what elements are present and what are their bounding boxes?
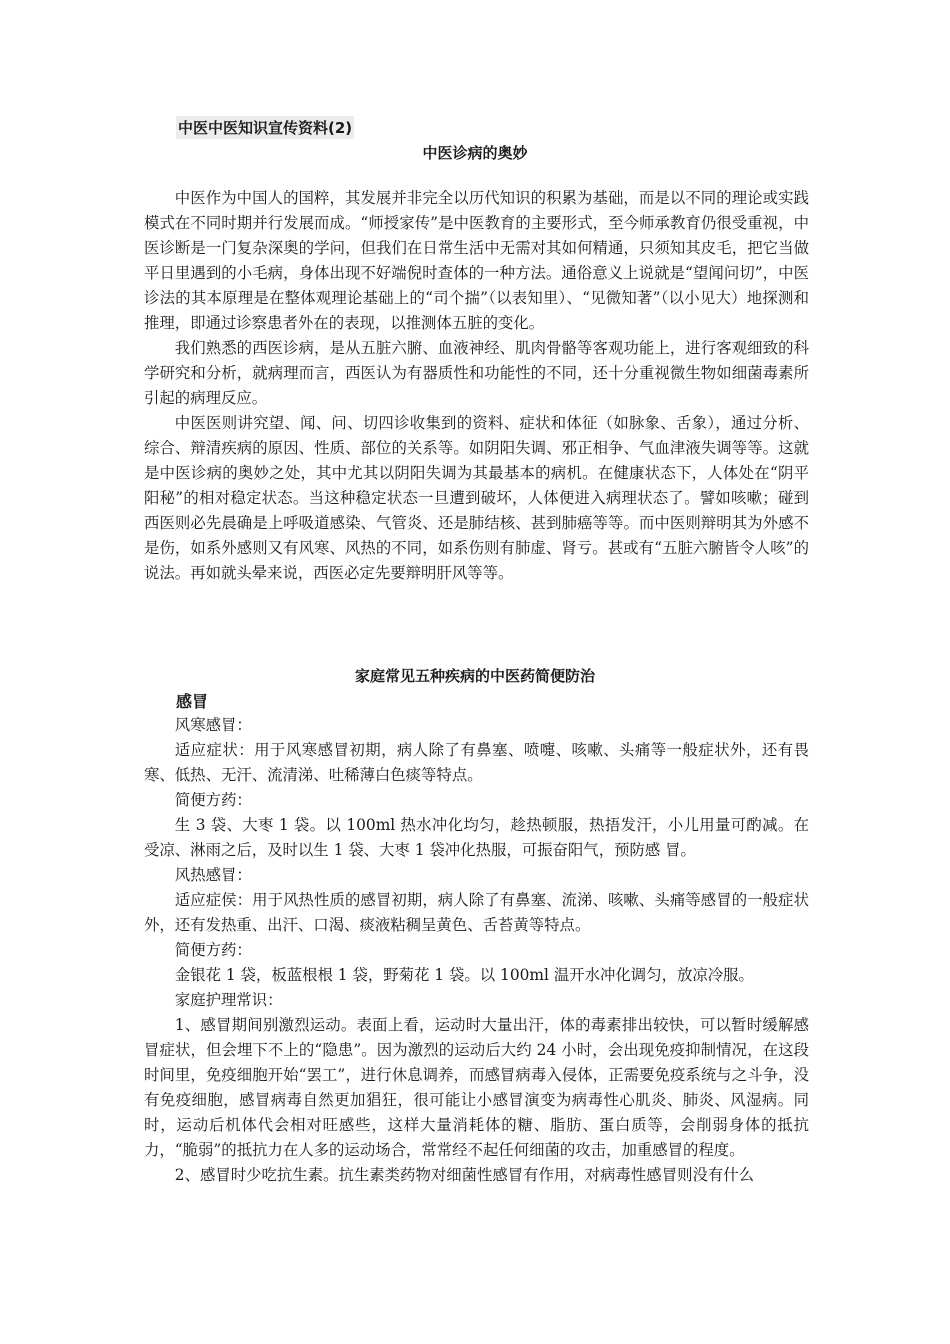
section-body-cold bbox=[144, 713, 809, 1188]
paragraph: 风热感冒： bbox=[174, 866, 252, 884]
paragraph: 1、感冒期间别激烈运动。表面上看，运动时大量出汗，体的毒素排出较快，可以暂时缓解感冒症状，但会埋下不上的“隐患”。因为激烈的运动后大约 24 小时，会出现免疫抑制情况，在这段时间里，免疫细胞开始“罢工”，进行休息调养，而感冒病毒入侵体，正需要免疫系统与之斗争，没有免疫细胞，感冒病毒自然更加猖狂，很可能让小感冒演变为病毒性心肌炎、肺炎、风湿病。同时，运动后机体代会相对旺感些，这样大量消耗体的糖、脂肪、蛋白质等，会削弱身体的抵抗力，“脆弱”的抵抗力在人多的运动场合，常常经不起任何细菌的攻击，加重感冒的程度。 bbox=[144, 1016, 809, 1159]
paragraph: 简便方药： bbox=[174, 941, 252, 959]
paragraph: 2、感冒时少吃抗生素。抗生素类药物对细菌性感冒有作用，对病毒性感冒则没有什么 bbox=[174, 1166, 755, 1184]
section-title-common-diseases: 家庭常见五种疾病的中医药简便防治 bbox=[354, 667, 595, 685]
paragraph: 金银花 1 袋，板蓝根根 1 袋，野菊花 1 袋。以 100ml 温开水冲化调匀，放凉冷服。 bbox=[174, 966, 754, 984]
paragraph: 适应症状：用于风寒感冒初期，病人除了有鼻塞、喷嚏、咳嗽、头痛等一般症状外，还有畏寒、低热、无汗、流清涕、吐稀薄白色痰等特点。 bbox=[144, 741, 809, 784]
paragraph: 简便方药： bbox=[174, 791, 252, 809]
section-title-diagnosis: 中医诊病的奥妙 bbox=[422, 144, 528, 162]
paragraph: 生 3 袋、大枣 1 袋。以 100ml 热水冲化均匀，趁热顿服，热捂发汗，小儿用量可酌减。在受凉、淋雨之后，及时以生 1 袋、大枣 1 袋冲化热服，可振奋阳气，预防感 冒。 bbox=[144, 816, 809, 859]
document-header: 中医中医知识宣传资料(2) bbox=[176, 116, 354, 139]
paragraph: 风寒感冒： bbox=[174, 716, 252, 734]
paragraph: 中医作为中国人的国粹，其发展并非完全以历代知识的积累为基础，而是以不同的理论或实践模式在不同时期并行发展而成。“师授家传”是中医教育的主要形式，至今师承教育仍很受重视，中医诊断是一门复杂深奥的学问，但我们在日常生活中无需对其如何精通，只须知其皮毛，把它当做平日里遇到的小毛病，身体出现不好端倪时查体的一种方法。通俗意义上说就是“望闻问切”，中医诊法的其本原理是在整体观理论基础上的“司个揣”（以表知里）、“见微知著”（以小见大）地探测和推理，即通过诊察患者外在的表现，以推测体五脏的变化。 bbox=[144, 189, 809, 332]
paragraph: 我们熟悉的西医诊病，是从五脏六腑、血液神经、肌肉骨骼等客观功能上，进行客观细致的科学研究和分析，就病理而言，西医认为有器质性和功能性的不同，还十分重视微生物如细菌毒素所引起的病理反应。 bbox=[144, 339, 809, 407]
section-body-diagnosis bbox=[144, 186, 809, 586]
paragraph: 中医医则讲究望、闻、问、切四诊收集到的资料、症状和体征（如脉象、舌象），通过分析、综合、辩清疾病的原因、性质、部位的关系等。如阴阳失调、邪正相争、气血津液失调等等。这就是中医诊病的奥妙之处，其中尤其以阴阳失调为其最基本的病机。在健康状态下，人体处在“阴平阳秘”的相对稳定状态。当这种稳定状态一旦遭到破坏，人体便进入病理状态了。譬如咳嗽；碰到西医则必先晨确是上呼吸道感染、气管炎、还是肺结核、甚到肺癌等等。而中医则辩明其为外感不是伤，如系外感则又有风寒、风热的不同，如系伤则有肺虚、肾亏。甚或有“五脏六腑皆令人咳”的说法。再如就头晕来说，西医必定先要辩明肝风等等。 bbox=[144, 414, 809, 582]
subsection-title-cold: 感冒 bbox=[176, 692, 209, 711]
paragraph: 适应症侯：用于风热性质的感冒初期，病人除了有鼻塞、流涕、咳嗽、头痛等感冒的一般症状外，还有发热重、出汗、口渴、痰液粘稠呈黄色、舌苔黄等特点。 bbox=[144, 891, 809, 934]
paragraph: 家庭护理常识： bbox=[174, 991, 283, 1009]
